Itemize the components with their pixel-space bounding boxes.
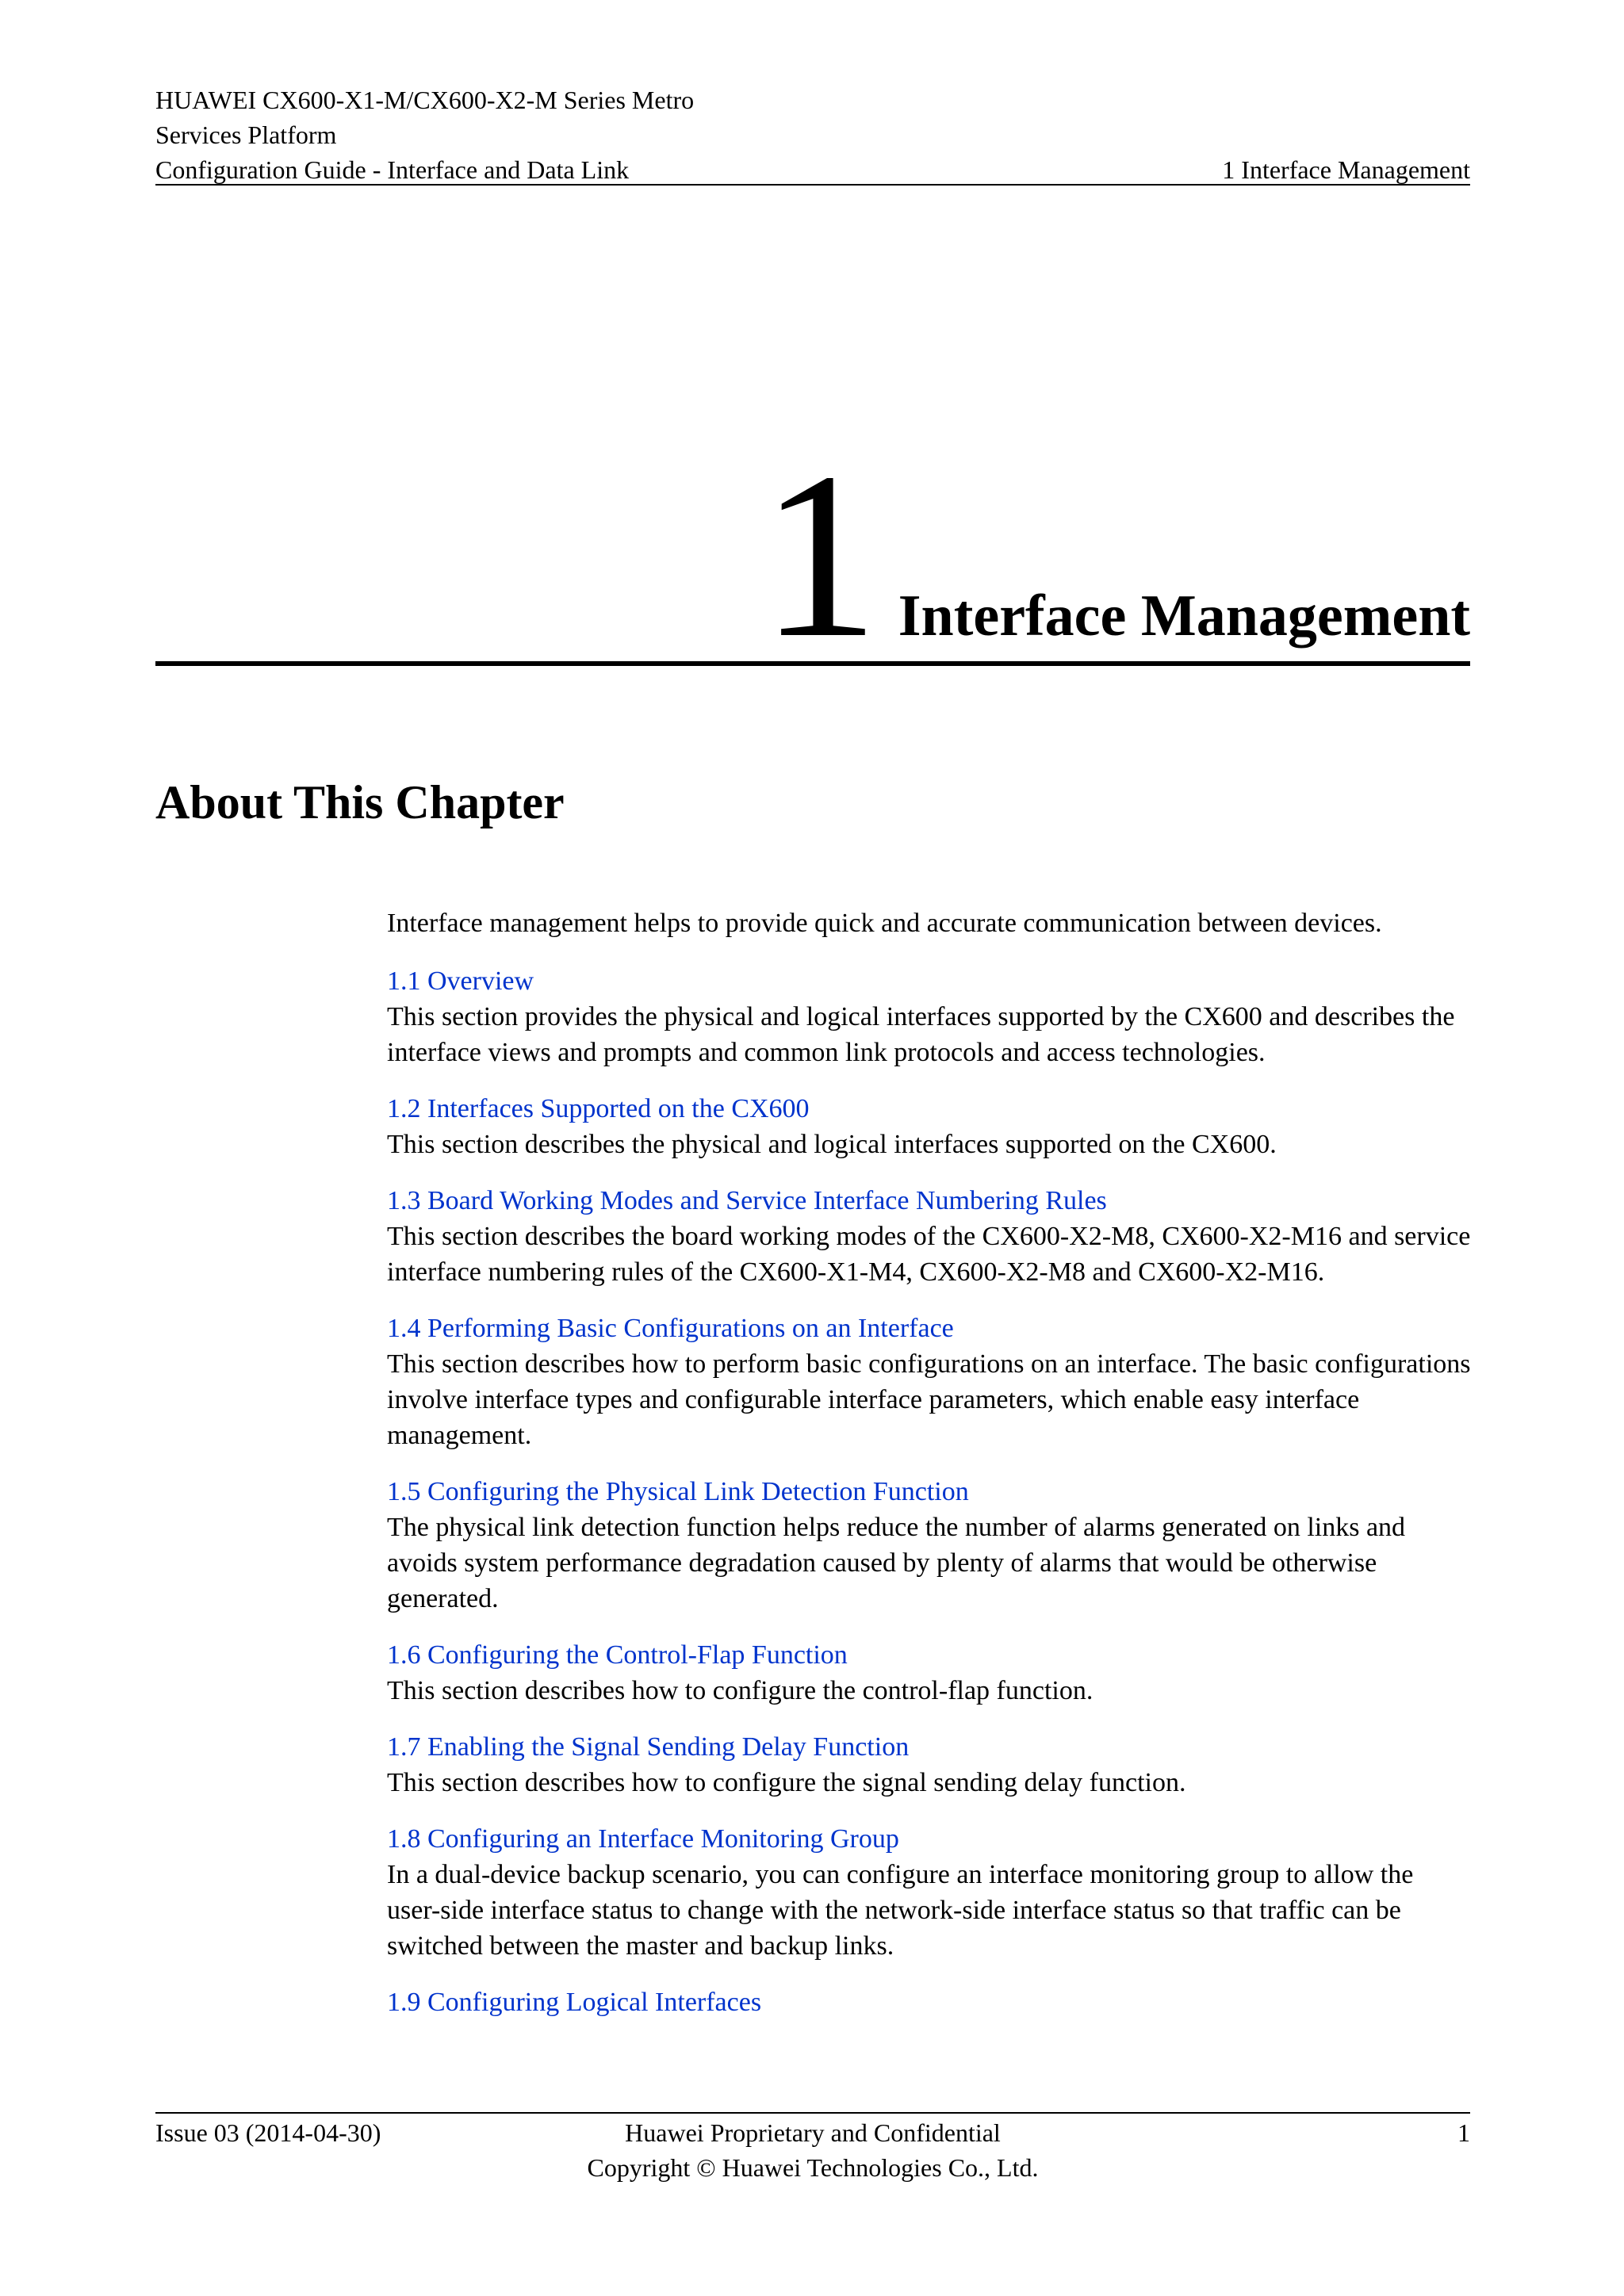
footer-issue: Issue 03 (2014-04-30) <box>155 2118 381 2147</box>
toc-link-1-7[interactable]: 1.7 Enabling the Signal Sending Delay Function <box>387 1732 910 1762</box>
toc-entry <box>387 1729 1473 1800</box>
header-line3 <box>155 152 1470 187</box>
header-product-line1: HUAWEI CX600-X1-M/CX600-X2-M Series Metro <box>155 86 695 114</box>
header-guide-title: Configuration Guide - Interface and Data Link <box>155 155 630 184</box>
chapter-rule <box>155 661 1470 666</box>
toc-link-1-2[interactable]: 1.2 Interfaces Supported on the CX600 <box>387 1094 810 1123</box>
toc-link-1-4[interactable]: 1.4 Performing Basic Configurations on an Interface <box>387 1314 954 1343</box>
toc-link-1-5[interactable]: 1.5 Configuring the Physical Link Detection Function <box>387 1477 969 1506</box>
footer-confidential-line: Huawei Proprietary and Confidential <box>625 2118 1001 2147</box>
toc-desc-1-7: This section describes how to configure the signal sending delay function. <box>387 1768 1186 1797</box>
toc-entry <box>387 1091 1473 1162</box>
toc-desc-1-8: In a dual-device backup scenario, you can configure an interface monitoring group to allow the user-side interface status to change with the network-side interface status so that traffic can be switched between the master and backup links. <box>387 1860 1414 1961</box>
toc-entry <box>387 1474 1473 1617</box>
toc-entry <box>387 1183 1473 1290</box>
toc-entry <box>387 1984 1473 2020</box>
toc-desc-1-5: The physical link detection function helps reduce the number of alarms generated on links and avoids system performance degradation caused by plenty of alarms that would be otherwise generated. <box>387 1513 1406 1613</box>
chapter-number: 1 <box>760 423 879 687</box>
toc-entry <box>387 963 1473 1070</box>
chapter-contents <box>387 905 1473 2041</box>
chapter-heading <box>760 423 1470 687</box>
toc-entry <box>387 1821 1473 1964</box>
header-chapter-name: 1 Interface Management <box>1222 155 1470 184</box>
toc-desc-1-4: This section describes how to perform basic configurations on an interface. The basic configurations involve interface types and configurable interface parameters, which enable easy interface management. <box>387 1349 1471 1450</box>
footer-page-number: 1 <box>1457 2118 1470 2147</box>
toc-link-1-9[interactable]: 1.9 Configuring Logical Interfaces <box>387 1988 762 2017</box>
footer-rule <box>155 2112 1470 2114</box>
chapter-title: Interface Management <box>898 584 1470 649</box>
toc-link-1-8[interactable]: 1.8 Configuring an Interface Monitoring Group <box>387 1824 899 1854</box>
toc-link-1-6[interactable]: 1.6 Configuring the Control-Flap Function <box>387 1640 848 1670</box>
toc-desc-1-3: This section describes the board working modes of the CX600-X2-M8, CX600-X2-M16 and service interface numbering rules of the CX600-X1-M4, CX600-X2-M8 and CX600-X2-M16. <box>387 1222 1471 1287</box>
toc-link-1-1[interactable]: 1.1 Overview <box>387 966 534 996</box>
toc-link-1-3[interactable]: 1.3 Board Working Modes and Service Interface Numbering Rules <box>387 1186 1107 1215</box>
intro-paragraph: Interface management helps to provide quick and accurate communication between devices. <box>387 909 1382 938</box>
footer-confidential <box>155 2115 1470 2185</box>
page-header <box>155 82 1470 187</box>
toc-desc-1-1: This section provides the physical and logical interfaces supported by the CX600 and describes the interface views and prompts and common link protocols and access technologies. <box>387 1002 1455 1067</box>
toc-entry <box>387 1311 1473 1453</box>
toc-desc-1-2: This section describes the physical and logical interfaces supported on the CX600. <box>387 1130 1277 1159</box>
header-rule <box>155 184 1470 186</box>
about-heading: About This Chapter <box>155 776 565 828</box>
toc-desc-1-6: This section describes how to configure the control-flap function. <box>387 1676 1094 1705</box>
footer-copyright-line: Copyright © Huawei Technologies Co., Ltd. <box>587 2153 1039 2182</box>
toc-entry <box>387 1637 1473 1709</box>
header-product-line2: Services Platform <box>155 121 337 149</box>
